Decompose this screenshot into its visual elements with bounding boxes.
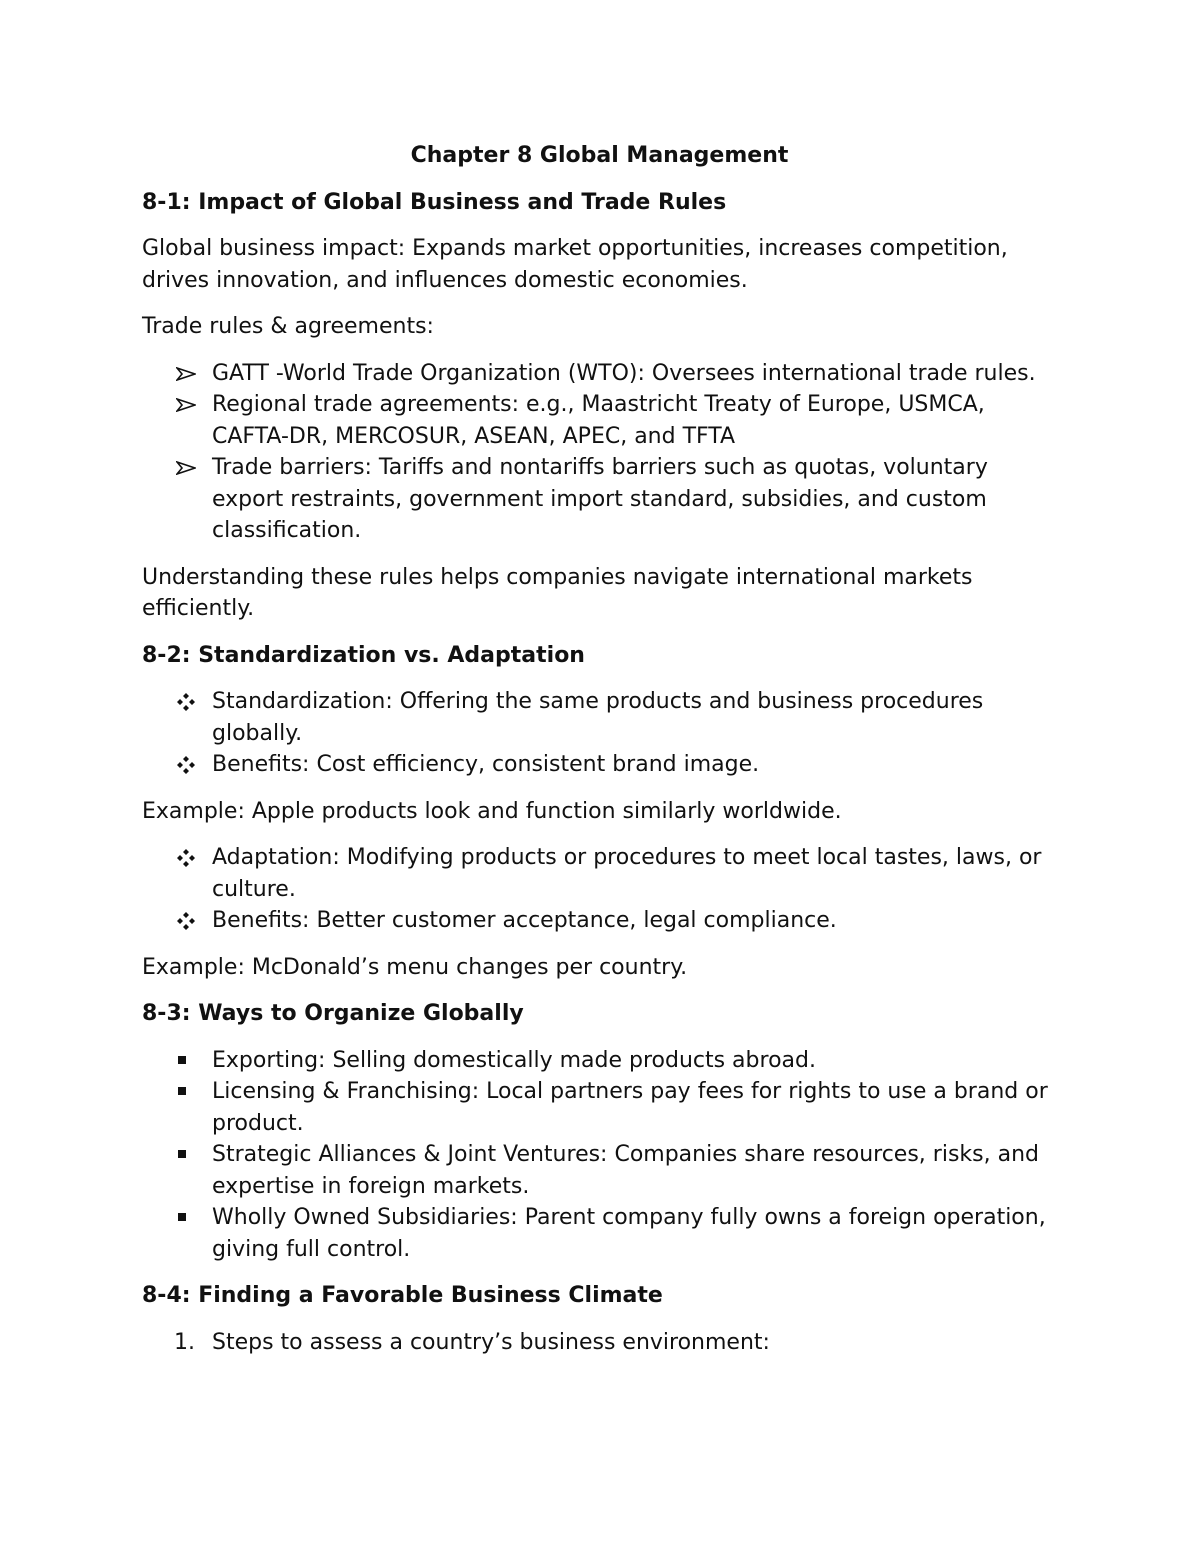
list-item bbox=[142, 749, 1057, 781]
list-item-text: Steps to assess a country’s business environment: bbox=[212, 1329, 770, 1355]
list-item bbox=[142, 1202, 1057, 1265]
section-heading-8-3: 8-3: Ways to Organize Globally bbox=[142, 1001, 524, 1026]
list-item bbox=[142, 842, 1057, 905]
list-item bbox=[142, 389, 1057, 452]
list-item bbox=[142, 1045, 1057, 1077]
four-diamond-bullet-icon bbox=[177, 849, 195, 867]
arrowhead-bullet-icon bbox=[176, 398, 196, 412]
document-page bbox=[142, 140, 1057, 1373]
list-item bbox=[142, 1076, 1057, 1139]
trade-rules-list bbox=[142, 358, 1057, 547]
section-heading-8-1: 8-1: Impact of Global Business and Trade Rules bbox=[142, 189, 727, 215]
list-item bbox=[142, 686, 1057, 749]
list-item-text: Regional trade agreements: e.g., Maastricht Treaty of Europe, USMCA, CAFTA-DR, MERCOSUR, ASEAN, APEC, and TFTA bbox=[212, 392, 985, 449]
paragraph-example-apple: Example: Apple products look and function similarly worldwide. bbox=[142, 798, 842, 824]
list-item-text: Wholly Owned Subsidiaries: Parent company fully owns a foreign operation, giving full control. bbox=[212, 1205, 1046, 1262]
organize-globally-list bbox=[142, 1045, 1057, 1266]
four-diamond-bullet-icon bbox=[177, 756, 195, 774]
list-item bbox=[142, 452, 1057, 547]
list-item-text: Strategic Alliances & Joint Ventures: Companies share resources, risks, and expertise in foreign markets. bbox=[212, 1142, 1039, 1199]
paragraph-example-mcdonalds: Example: McDonald’s menu changes per country. bbox=[142, 954, 688, 980]
list-item bbox=[142, 905, 1057, 937]
paragraph-global-business-impact: Global business impact: Expands market opportunities, increases competition, drives innovation, and influences domestic economies. bbox=[142, 236, 1008, 293]
list-item-text: GATT -World Trade Organization (WTO): Oversees international trade rules. bbox=[212, 360, 1036, 386]
list-item-text: Trade barriers: Tariffs and nontariffs barriers such as quotas, voluntary export restraints, government import standard, subsidies, and custom classification. bbox=[212, 455, 988, 543]
section-heading-8-2: 8-2: Standardization vs. Adaptation bbox=[142, 642, 585, 668]
paragraph-understanding-rules: Understanding these rules helps companies navigate international markets efficiently. bbox=[142, 564, 973, 621]
list-item-number: 1. bbox=[174, 1329, 195, 1355]
adaptation-list bbox=[142, 842, 1057, 937]
square-bullet-icon bbox=[178, 1087, 186, 1095]
four-diamond-bullet-icon bbox=[177, 912, 195, 930]
square-bullet-icon bbox=[178, 1213, 186, 1221]
arrowhead-bullet-icon bbox=[176, 367, 196, 381]
standardization-list bbox=[142, 686, 1057, 781]
list-item bbox=[142, 358, 1057, 390]
arrowhead-bullet-icon bbox=[176, 461, 196, 475]
four-diamond-bullet-icon bbox=[177, 693, 195, 711]
list-item bbox=[142, 1139, 1057, 1202]
list-item-text: Licensing & Franchising: Local partners pay fees for rights to use a brand or product. bbox=[212, 1079, 1048, 1136]
business-climate-steps-list bbox=[142, 1327, 1057, 1359]
section-heading-8-4: 8-4: Finding a Favorable Business Climate bbox=[142, 1283, 663, 1308]
square-bullet-icon bbox=[178, 1150, 186, 1158]
document-title: Chapter 8 Global Management bbox=[410, 143, 789, 168]
list-item-text: Standardization: Offering the same products and business procedures globally. bbox=[212, 689, 984, 746]
list-item-text: Adaptation: Modifying products or procedures to meet local tastes, laws, or culture. bbox=[212, 845, 1042, 902]
list-item bbox=[142, 1327, 1057, 1359]
paragraph-trade-rules: Trade rules & agreements: bbox=[142, 314, 434, 339]
list-item-text: Exporting: Selling domestically made products abroad. bbox=[212, 1047, 816, 1073]
list-item-text: Benefits: Better customer acceptance, legal compliance. bbox=[212, 908, 837, 933]
square-bullet-icon bbox=[178, 1056, 186, 1064]
list-item-text: Benefits: Cost efficiency, consistent brand image. bbox=[212, 752, 760, 777]
